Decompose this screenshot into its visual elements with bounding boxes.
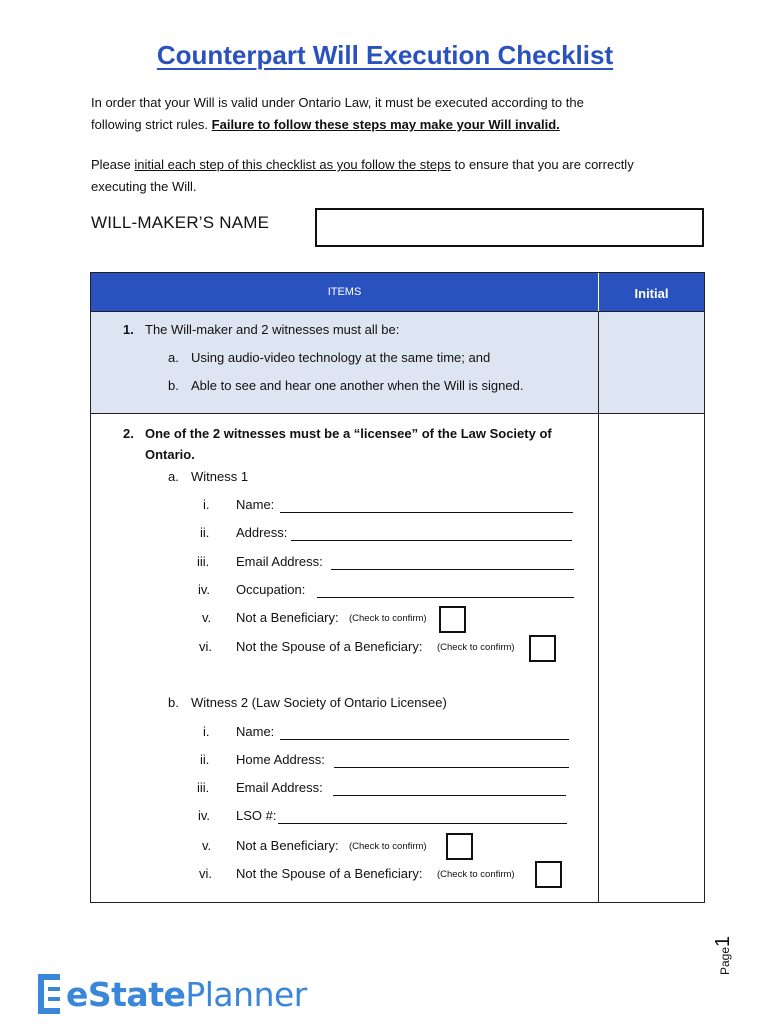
w1-notspouse-note: (Check to confirm) [437, 642, 515, 653]
witness1-label: a. [168, 469, 179, 484]
w2-homeaddress-num: ii. [200, 752, 210, 767]
w2-name-num: i. [203, 724, 210, 739]
w2-lso-num: iv. [198, 808, 211, 823]
w1-notbeneficiary-num: v. [202, 610, 212, 625]
w1-address-num: ii. [200, 525, 210, 540]
w1-occupation-label: Occupation: [236, 582, 306, 597]
header-items: ITEMS [91, 273, 598, 311]
w2-name-input[interactable] [280, 739, 569, 740]
intro-line2: following strict rules. [91, 117, 212, 132]
w1-notbeneficiary-note: (Check to confirm) [349, 613, 427, 624]
item2-number: 2. [123, 426, 134, 441]
column-divider [598, 311, 599, 903]
w2-homeaddress-label: Home Address: [236, 752, 325, 767]
item1b-text: Able to see and hear one another when the Will is signed. [191, 378, 524, 393]
item1-text: The Will-maker and 2 witnesses must all be: [145, 322, 400, 337]
item1-number: 1. [123, 322, 134, 337]
item2-text-line1: One of the 2 witnesses must be a “licensee” of the Law Society of [145, 426, 552, 441]
witness1-title: Witness 1 [191, 469, 249, 484]
w1-name-num: i. [203, 497, 210, 512]
checklist-table [90, 272, 705, 903]
page-title: Counterpart Will Execution Checklist [156, 40, 614, 70]
logo-text: eStatePlanner [66, 974, 307, 1014]
will-maker-label: WILL-MAKER’S NAME [91, 213, 270, 232]
instructions-start: Please [91, 157, 135, 172]
w2-home-address-input[interactable] [334, 767, 569, 768]
page-word: Page [718, 946, 732, 975]
w2-notspouse-label: Not the Spouse of a Beneficiary: [236, 866, 423, 881]
w2-lso-label: LSO #: [236, 808, 277, 823]
w1-email-num: iii. [197, 554, 210, 569]
w1-name-label: Name: [236, 497, 275, 512]
w2-notbeneficiary-label: Not a Beneficiary: [236, 838, 339, 853]
row-divider [91, 413, 704, 414]
witness2-title: Witness 2 (Law Society of Ontario Licensee) [191, 695, 447, 710]
intro-paragraph [91, 92, 711, 136]
item1a-text: Using audio-video technology at the same time; and [191, 350, 491, 365]
w2-lso-input[interactable] [278, 823, 567, 824]
page-number-value: 1 [712, 935, 734, 947]
instructions-underlined: initial each step of this checklist as you follow the steps [134, 157, 451, 172]
w1-email-label: Email Address: [236, 554, 323, 569]
w2-email-input[interactable] [333, 795, 566, 796]
w2-email-label: Email Address: [236, 780, 323, 795]
item1b-label: b. [168, 378, 179, 393]
instructions-end: to ensure that you are correctly [450, 157, 634, 172]
w1-notbeneficiary-label: Not a Beneficiary: [236, 610, 339, 625]
w1-name-input[interactable] [280, 512, 573, 513]
intro-line1: In order that your Will is valid under Ontario Law, it must be executed according to the [91, 95, 584, 110]
w1-address-input[interactable] [291, 540, 572, 541]
page-number [712, 936, 735, 975]
w2-not-spouse-checkbox[interactable] [535, 861, 562, 888]
item1a-label: a. [168, 350, 179, 365]
w2-notspouse-note: (Check to confirm) [437, 869, 515, 880]
w1-not-beneficiary-checkbox[interactable] [439, 606, 466, 633]
w1-not-spouse-checkbox[interactable] [529, 635, 556, 662]
will-maker-name-field[interactable] [315, 208, 704, 247]
w1-email-input[interactable] [331, 569, 574, 570]
w1-notspouse-label: Not the Spouse of a Beneficiary: [236, 639, 423, 654]
instructions-line2: executing the Will. [91, 179, 197, 194]
w2-name-label: Name: [236, 724, 275, 739]
intro-warning: Failure to follow these steps may make your Will invalid. [211, 117, 560, 132]
w1-occupation-num: iv. [198, 582, 211, 597]
estateplanner-logo [36, 972, 307, 1016]
w1-occupation-input[interactable] [317, 597, 574, 598]
w2-notspouse-num: vi. [199, 866, 212, 881]
item2-text-line2: Ontario. [145, 447, 195, 462]
w1-address-label: Address: [236, 525, 288, 540]
w1-notspouse-num: vi. [199, 639, 212, 654]
instructions-paragraph [91, 154, 711, 198]
w2-notbeneficiary-num: v. [202, 838, 212, 853]
witness2-label: b. [168, 695, 179, 710]
estateplanner-logo-icon [36, 972, 66, 1016]
w2-not-beneficiary-checkbox[interactable] [446, 833, 473, 860]
w2-notbeneficiary-note: (Check to confirm) [349, 841, 427, 852]
header-initial: Initial [598, 273, 704, 311]
w2-email-num: iii. [197, 780, 210, 795]
